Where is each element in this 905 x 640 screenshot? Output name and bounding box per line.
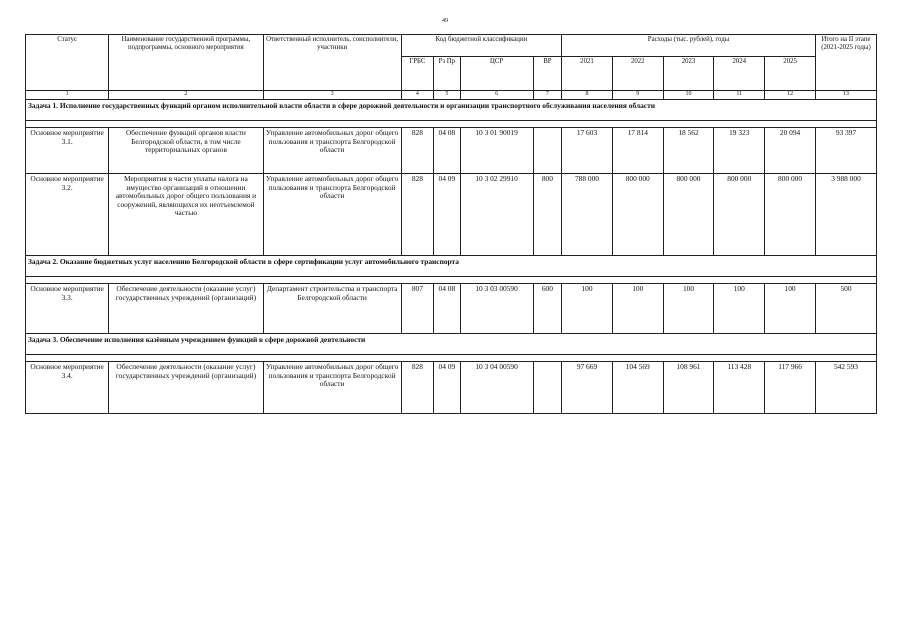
row-vr: 600 — [533, 284, 561, 334]
row-2024: 19 323 — [714, 128, 765, 174]
header-total: Итого на II этапе (2021-2025 годы) — [815, 35, 876, 91]
row-status: Основное мероприятие 3.3. — [26, 284, 109, 334]
task-heading: Задача 2. Оказание бюджетных услуг населению Белгородской области в сфере сертификации услуг автомобильного транспорта — [26, 256, 877, 277]
table-row — [26, 128, 877, 174]
column-number: 13 — [815, 91, 876, 100]
column-number: 8 — [562, 91, 613, 100]
spacer-row — [26, 121, 877, 128]
column-number: 11 — [714, 91, 765, 100]
table-row — [26, 174, 877, 256]
row-name: Обеспечение деятельности (оказание услуг) государственных учреждений (организаций) — [109, 284, 263, 334]
row-vr — [533, 362, 561, 414]
column-number: 6 — [460, 91, 533, 100]
header-year: 2023 — [663, 57, 714, 91]
row-total: 542 593 — [815, 362, 876, 414]
row-grbs: 828 — [401, 362, 433, 414]
row-2022: 800 000 — [612, 174, 663, 256]
header-budget-code: Код бюджетной классификации — [401, 35, 561, 57]
header-year: 2021 — [562, 57, 613, 91]
row-grbs: 828 — [401, 174, 433, 256]
header-executor: Ответственный исполнитель, соисполнители, участники — [263, 35, 401, 91]
row-csr: 10 3 02 29910 — [460, 174, 533, 256]
row-2025: 117 966 — [765, 362, 816, 414]
row-status: Основное мероприятие 3.1. — [26, 128, 109, 174]
column-number: 9 — [612, 91, 663, 100]
row-status: Основное мероприятие 3.4. — [26, 362, 109, 414]
column-number: 10 — [663, 91, 714, 100]
column-number: 5 — [434, 91, 460, 100]
row-csr: 10 3 04 00590 — [460, 362, 533, 414]
column-number: 4 — [401, 91, 433, 100]
task-heading: Задача 3. Обеспечение исполнения казённым учреждением функций в сфере дорожной деятельности — [26, 334, 877, 355]
row-name: Обеспечение функций органов власти Белгородской области, в том числе территориальных органов — [109, 128, 263, 174]
row-executor: Управление автомобильных дорог общего пользования и транспорта Белгородской области — [263, 174, 401, 256]
table-row — [26, 362, 877, 414]
row-2024: 113 428 — [714, 362, 765, 414]
header-vr: ВР — [533, 57, 561, 91]
page-number: 49 — [442, 18, 448, 24]
row-total: 3 988 000 — [815, 174, 876, 256]
header-name: Наименование государственной программы, подпрограммы, основного мероприятия — [109, 35, 263, 91]
row-rzpr: 04 08 — [434, 284, 460, 334]
row-grbs: 828 — [401, 128, 433, 174]
row-total: 500 — [815, 284, 876, 334]
column-number: 12 — [765, 91, 816, 100]
row-2025: 20 094 — [765, 128, 816, 174]
row-2023: 100 — [663, 284, 714, 334]
row-total: 93 397 — [815, 128, 876, 174]
column-number: 1 — [26, 91, 109, 100]
row-executor: Управление автомобильных дорог общего пользования и транспорта Белгородской области — [263, 128, 401, 174]
task-heading: Задача 1. Исполнение государственных функций органом исполнительной власти области в сфере дорожной деятельности и организации транспортного обслуживания населения области — [26, 100, 877, 121]
header-year: 2024 — [714, 57, 765, 91]
header-csr: ЦСР — [460, 57, 533, 91]
row-2024: 100 — [714, 284, 765, 334]
row-csr: 10 3 03 00590 — [460, 284, 533, 334]
row-2023: 108 961 — [663, 362, 714, 414]
row-rzpr: 04 09 — [434, 362, 460, 414]
row-name: Мероприятия в части уплаты налога на имущество организаций в отношении автомобильных дорог общего пользования и сооружений, являющихся их неотъемлемой частью — [109, 174, 263, 256]
row-2022: 100 — [612, 284, 663, 334]
row-name: Обеспечение деятельности (оказание услуг) государственных учреждений (организаций) — [109, 362, 263, 414]
header-year: 2025 — [765, 57, 816, 91]
row-grbs: 807 — [401, 284, 433, 334]
row-2025: 100 — [765, 284, 816, 334]
row-2024: 800 000 — [714, 174, 765, 256]
header-grbs: ГРБС — [401, 57, 433, 91]
column-number: 2 — [109, 91, 263, 100]
row-csr: 10 3 01 90019 — [460, 128, 533, 174]
column-numbers-row — [26, 91, 877, 100]
header-rzpr: Рз Пр — [434, 57, 460, 91]
spacer-row — [26, 277, 877, 284]
row-status: Основное мероприятие 3.2. — [26, 174, 109, 256]
row-2025: 800 000 — [765, 174, 816, 256]
row-2021: 100 — [562, 284, 613, 334]
header-year: 2022 — [612, 57, 663, 91]
table-row — [26, 284, 877, 334]
column-number: 3 — [263, 91, 401, 100]
row-2021: 97 669 — [562, 362, 613, 414]
row-2021: 788 000 — [562, 174, 613, 256]
header-expenses: Расходы (тыс. рублей), годы — [562, 35, 816, 57]
column-number: 7 — [533, 91, 561, 100]
budget-table — [25, 34, 877, 414]
row-2023: 800 000 — [663, 174, 714, 256]
row-2021: 17 603 — [562, 128, 613, 174]
row-rzpr: 04 09 — [434, 174, 460, 256]
header-status: Статус — [26, 35, 109, 91]
row-vr — [533, 128, 561, 174]
row-vr: 800 — [533, 174, 561, 256]
row-executor: Управление автомобильных дорог общего пользования и транспорта Белгородской области — [263, 362, 401, 414]
row-2022: 17 814 — [612, 128, 663, 174]
row-2023: 18 562 — [663, 128, 714, 174]
row-2022: 104 569 — [612, 362, 663, 414]
spacer-row — [26, 355, 877, 362]
row-rzpr: 04 08 — [434, 128, 460, 174]
row-executor: Департамент строительства и транспорта Белгородской области — [263, 284, 401, 334]
